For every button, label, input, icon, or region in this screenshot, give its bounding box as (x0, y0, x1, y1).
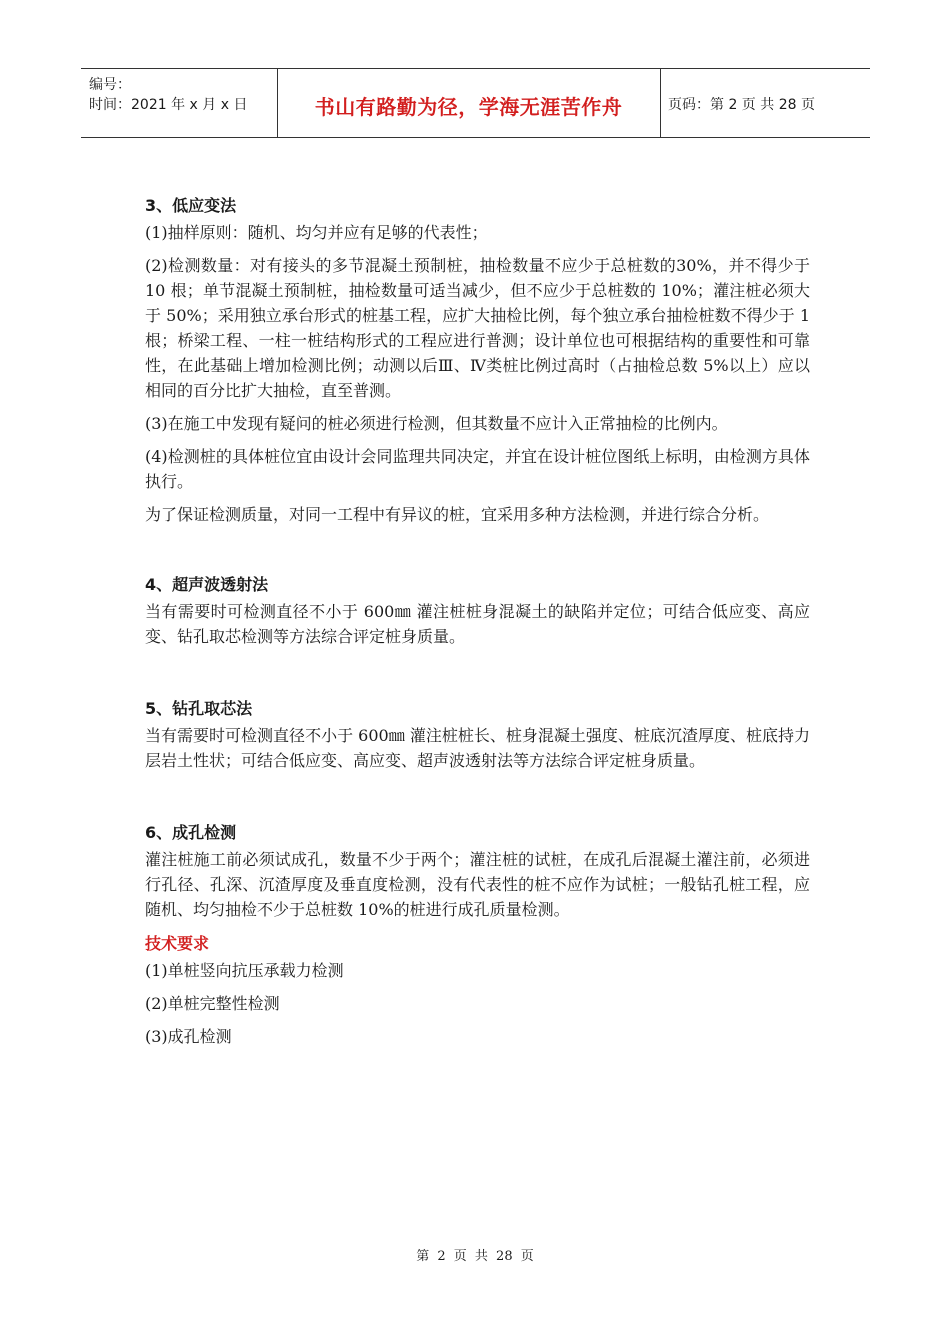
paragraph-ultrasonic: 当有需要时可检测直径不小于 600㎜ 灌注桩桩身混凝土的缺陷并定位；可结合低应变、高应变、钻孔取芯检测等方法综合评定桩身质量。 (145, 602, 810, 646)
header-left-cell (81, 69, 278, 137)
section-heading-ultrasonic: 4、超声波透射法 (145, 575, 269, 594)
paragraph-sampling-principle: (1)抽样原则：随机、均匀并应有足够的代表性； (145, 223, 488, 242)
document-date: 时间：2021 年 x 月 x 日 (89, 97, 248, 113)
paragraph-core-drilling: 当有需要时可检测直径不小于 600㎜ 灌注桩桩长、桩身混凝土强度、桩底沉渣厚度、桩底持力层岩土性状；可结合低应变、高应变、超声波透射法等方法综合评定桩身质量。 (145, 726, 810, 770)
paragraph-hole-inspection: 灌注桩施工前必须试成孔，数量不少于两个；灌注桩的试桩，在成孔后混凝土灌注前，必须进行孔径、孔深、沉渣厚度及垂直度检测，没有代表性的桩不应作为试桩；一般钻孔桩工程，应随机、均匀抽检不少于总桩数 10%的桩进行成孔质量检测。 (145, 850, 810, 919)
section-heading-core-drilling: 5、钻孔取芯法 (145, 699, 253, 718)
section-heading-hole-inspection: 6、成孔检测 (145, 823, 237, 842)
page-footer: 第 2 页 共 28 页 (416, 1249, 534, 1264)
header-right-cell (660, 69, 870, 137)
section-heading-low-strain: 3、低应变法 (145, 196, 237, 215)
header-page-info: 页码：第 2 页 共 28 页 (668, 97, 815, 113)
list-item-bearing-capacity: (1)单桩竖向抗压承载力检测 (145, 961, 344, 980)
list-item-integrity: (2)单桩完整性检测 (145, 994, 280, 1013)
paragraph-test-quantity: (2)检测数量：对有接头的多节混凝土预制桩，抽检数量不应少于总桩数的30%，并不得少于 10 根；单节混凝土预制桩，抽检数量可适当减少，但不应少于总桩数的 10%；灌注桩必须大于 50%；采用独立承台形式的桩基工程，应扩大抽检比例，每个独立承台抽检桩数不得少于 1 根；桥梁工程、一柱一桩结构形式的工程应进行普测；设计单位也可根据结构的重要性和可靠性，在此基础上增加检测比例；动测以后Ⅲ、Ⅳ类桩比例过高时（占抽检总数 5%以上）应以相同的百分比扩大抽检，直至普测。 (145, 256, 810, 400)
list-item-hole-inspection: (3)成孔检测 (145, 1027, 232, 1046)
paragraph-suspicious-piles: (3)在施工中发现有疑问的桩必须进行检测，但其数量不应计入正常抽检的比例内。 (145, 414, 728, 433)
header-motto: 书山有路勤为径，学海无涯苦作舟 (314, 95, 623, 119)
paragraph-quality-assurance: 为了保证检测质量，对同一工程中有异议的桩，宜采用多种方法检测，并进行综合分析。 (145, 505, 770, 524)
document-number-label: 编号： (89, 77, 131, 93)
page-header (81, 68, 870, 138)
section-heading-technical-requirements: 技术要求 (145, 934, 210, 953)
header-motto-cell (277, 69, 661, 137)
document-body (145, 192, 810, 1057)
paragraph-pile-location: (4)检测桩的具体桩位宜由设计会同监理共同决定，并宜在设计桩位图纸上标明，由检测方具体执行。 (145, 447, 810, 491)
